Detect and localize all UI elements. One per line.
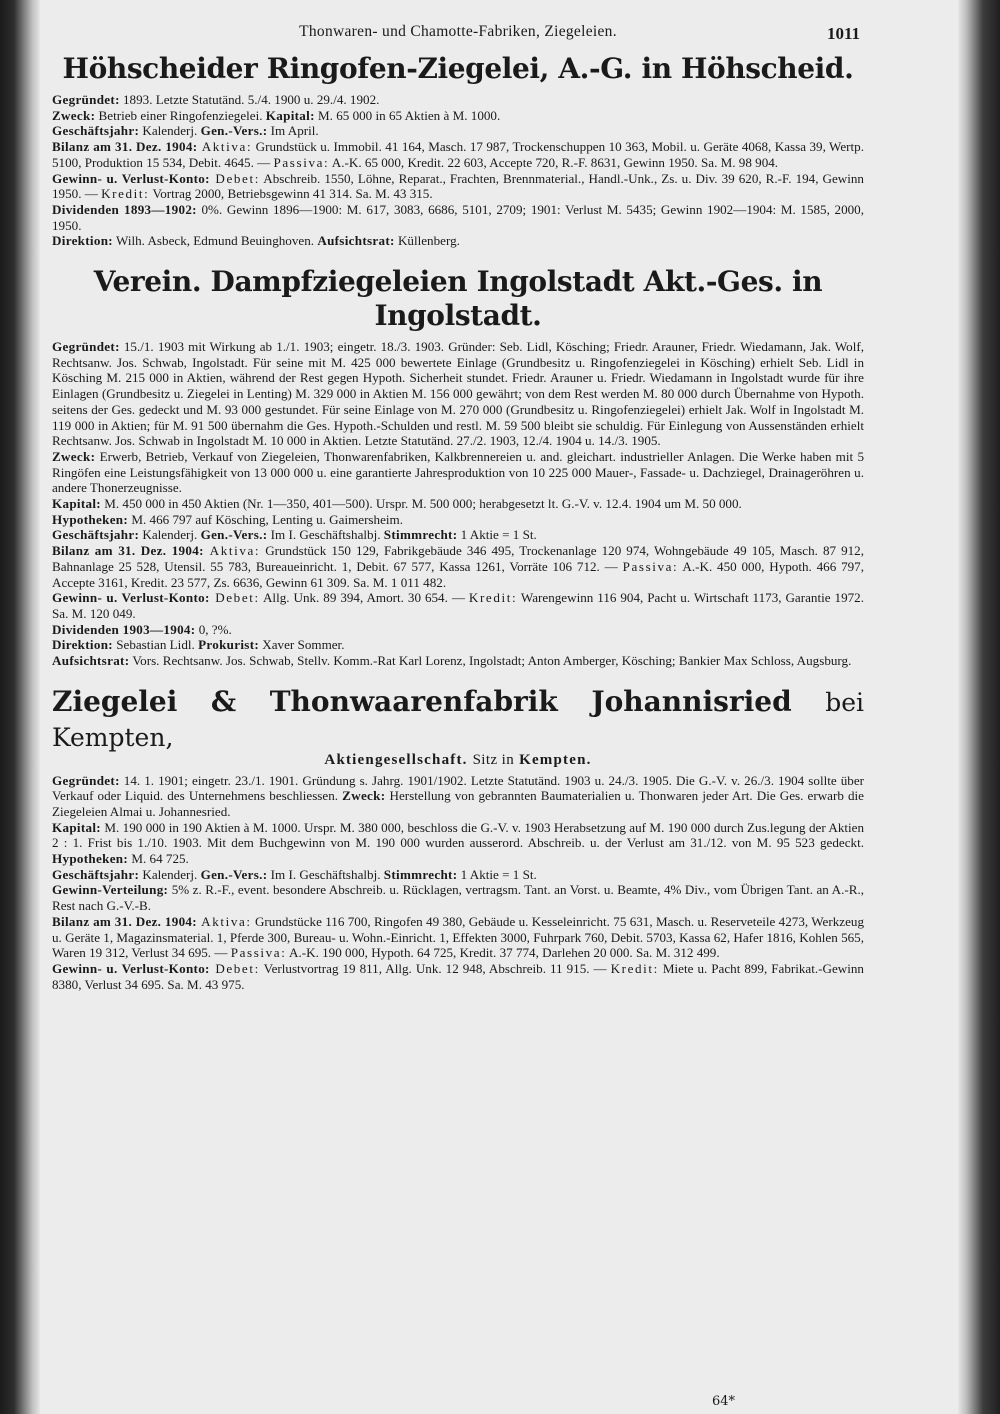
- field-text: Warengewinn 116 904, Pacht u. Wirtschaft 1173, Garantie 1972. Sa. M. 120 049.: [52, 590, 864, 621]
- field-label: Gen.-Vers.:: [200, 866, 268, 882]
- field-label: Kapital:: [265, 107, 315, 123]
- company-name: Höhscheider Ringofen-Ziegelei, A.-G. in Höhscheid.: [62, 52, 854, 85]
- field-text: M. 190 000 in 190 Aktien à M. 1000. Urspr. M. 380 000, beschloss die G.-V. v. 1903 Herabsetzung auf M. 190 000 durch Zus.legung der Aktien 2 : 1. Frist bis 1./10. 1903. Mit dem Buchgewinn von M. 190 000 wurden ausserord. Abschreib. u. der Verlust am 31./12. von M. 95 523 gedeckt.: [52, 819, 864, 851]
- field-text: M. 65 000 in 65 Aktien à M. 1000.: [314, 107, 501, 123]
- seat-city: Kempten.: [519, 751, 592, 768]
- page-number: 1011: [826, 24, 860, 43]
- ledger-side-label: Debet:: [209, 170, 260, 186]
- field-text: Herstellung von gebrannten Baumaterialien u. Thonwaren jeder Art. Die Ges. erwarb die Ziegeleien Almai u. Johannesried.: [52, 788, 864, 819]
- field-text: M. 64 725.: [128, 851, 189, 867]
- field-text: Im April.: [267, 123, 319, 139]
- field-text: Vortrag 2000, Betriebsgewinn 41 314. Sa. M. 43 315.: [149, 186, 433, 202]
- ledger-side-label: Passiva:: [622, 558, 679, 574]
- ledger-side-label: Passiva:: [230, 945, 287, 961]
- field-label: Bilanz am 31. Dez. 1904:: [52, 913, 197, 929]
- page-content: [52, 24, 864, 1008]
- field-text: Verlustvortrag 19 811, Allg. Unk. 12 948, Abschreib. 11 915. —: [259, 960, 611, 976]
- field-text: Grundstück 150 129, Fabrikgebäude 346 495, Trockenanlage 120 974, Wohngebäude 49 105, Masch. 87 912, Bahnanlage 25 528, Utensil. 55 783, Bureaueinricht. 1, Debit. 67 577, Kassa 1261, Vorräte 106 712. —: [52, 543, 864, 574]
- field-label: Kapital:: [52, 496, 101, 512]
- entry-body: [52, 773, 864, 993]
- ledger-side-label: Kredit:: [101, 186, 150, 202]
- entry-body: [52, 92, 864, 249]
- field-label: Geschäftsjahr:: [52, 527, 140, 543]
- entry-paragraph: [52, 171, 864, 202]
- field-label: Gen.-Vers.:: [200, 527, 268, 543]
- field-text: Vors. Rechtsanw. Jos. Schwab, Stellv. Komm.-Rat Karl Lorenz, Ingolstadt; Anton Amberger, Kösching; Bankier Max Schloss, Augsburg.: [129, 653, 852, 669]
- field-label: Gegründet:: [52, 772, 120, 788]
- field-text: 5% z. R.-F., event. besondere Abschreib. u. Rücklagen, vertragsm. Tant. an Vorst. u. Beamte, 4% Div., vom Übrigen Tant. an A.-R., Rest nach G.-V.-B.: [52, 882, 864, 914]
- field-text: 1 Aktie = 1 St.: [457, 866, 537, 882]
- entry-paragraph: [52, 653, 864, 669]
- company-legal-form: Aktiengesellschaft.: [324, 751, 468, 768]
- field-label: Geschäftsjahr:: [52, 123, 140, 139]
- ledger-side-label: Debet:: [209, 960, 260, 976]
- entry-paragraph: [52, 867, 864, 883]
- entry-paragraph: [52, 590, 864, 621]
- field-text: Grundstücke 116 700, Ringofen 49 380, Gebäude u. Kesseleinricht. 75 631, Masch. u. Reserveteile 4273, Werkzeug u. Geräte 1, Magazinsmaterial. 1, Pferde 300, Bureau- u. Wohn.-Einricht. 1, Effekten 3000, Fuhrpark 760, Debit. 5703, Kassa 62, Hafer 1816, Kohlen 565, Waren 19 312, Verlust 34 695. —: [52, 913, 864, 961]
- field-text: Erwerb, Betrieb, Verkauf von Ziegeleien, Thonwarenfabriken, Kalkbrennereien u. and. gleichart. industrieller Anlagen. Die Werke haben mit 5 Ringöfen eine Leistungsfähigkeit von 13 000 000 u. eine garantierte Jahresproduktion von 10 225 000 Mauer-, Fassade- u. Dachziegel, Drainageröhren u. andere Thonerzeugnisse.: [52, 448, 864, 496]
- field-label: Dividenden 1893—1902:: [52, 201, 197, 217]
- entry-paragraph: [52, 914, 864, 961]
- company-subtitle: [52, 753, 864, 769]
- field-text: Kalenderj.: [139, 527, 201, 543]
- ledger-side-label: Passiva:: [273, 154, 330, 170]
- field-label: Kapital:: [52, 819, 101, 835]
- entry-paragraph: [52, 123, 864, 139]
- company-entry-johannisried: [52, 685, 864, 993]
- field-text: A.-K. 65 000, Kredit. 22 603, Accepte 720, R.-F. 8631, Gewinn 1950. Sa. M. 98 904.: [329, 154, 779, 170]
- field-label: Hypotheken:: [52, 851, 129, 867]
- scan-right-edge: [958, 0, 1000, 1414]
- ledger-side-label: Aktiva:: [196, 913, 252, 929]
- entry-paragraph: [52, 773, 864, 820]
- entry-paragraph: [52, 882, 864, 913]
- field-label: Bilanz am 31. Dez. 1904:: [52, 139, 198, 155]
- entry-paragraph: [52, 527, 864, 543]
- ledger-side-label: Aktiva:: [203, 543, 261, 559]
- entry-body: [52, 339, 864, 669]
- scan-left-edge: [0, 0, 40, 1414]
- field-text: Im I. Geschäftshalbj.: [267, 866, 384, 882]
- field-text: Betrieb einer Ringofenziegelei.: [95, 107, 266, 123]
- entry-paragraph: [52, 202, 864, 233]
- field-text: 14. 1. 1901; eingetr. 23./1. 1901. Gründung s. Jahrg. 1901/1902. Letzte Statutänd. 1903 u. 24./3. 1905. Die G.-V. v. 26./3. 1904 sollte über Verkauf oder Liquid. des Unternehmens beschliessen.: [52, 772, 864, 804]
- field-label: Gegründet:: [52, 92, 120, 107]
- field-text: Grundstück u. Immobil. 41 164, Masch. 17 987, Trockenschuppen 10 363, Mobil. u. Geräte 4068, Kassa 39, Wertp. 5100, Produktion 15 534, Debit. 4645. —: [52, 139, 864, 170]
- entry-paragraph: [52, 92, 864, 108]
- ledger-side-label: Kredit:: [468, 590, 518, 606]
- entry-paragraph: [52, 339, 864, 449]
- field-text: M. 450 000 in 450 Aktien (Nr. 1—350, 401—500). Urspr. M. 500 000; herabgesetzt lt. G.-V. v. 12.4. 1904 um M. 50 000.: [100, 496, 742, 512]
- running-head: [52, 24, 864, 46]
- entry-paragraph: [52, 233, 864, 249]
- field-text: Wilh. Asbeck, Edmund Beuinghoven.: [112, 233, 318, 249]
- field-label: Direktion:: [52, 637, 113, 653]
- seat-label: Sitz in: [472, 751, 515, 768]
- company-entry-ingolstadt: [52, 265, 864, 669]
- field-label: Gegründet:: [52, 339, 120, 355]
- entry-paragraph: [52, 449, 864, 496]
- field-text: 15./1. 1903 mit Wirkung ab 1./1. 1903; eingetr. 18./3. 1903. Gründer: Seb. Lidl, Kösching; Friedr. Arauner, Friedr. Wiedamann, Jak. Wolf, Rechtsanw. Jos. Schwab, Ingolstadt. Für seine mit M. 425 000 bewertete Einlage (Grundbesitz u. Ringofenziegelei in Kösching) erhielt Seb. Lidl in Kösching M. 215 000 in Aktien, während der Rest gegen Hypoth. Sicherheit stundet. Friedr. Arauner u. Friedr. Wiedamann in Ingolstadt wurde für ihre Einlagen (Grundbesitz u. Ziegelei in Lenting) M. 329 000 in Aktien M. 156 000 gewährt; von dem Rest werden M. 80 000 durch Übernahme von Hypoth. seitens der Ges. gedeckt und M. 93 000 gestundet. Für seine Einlage von M. 270 000 (Grundbesitz u. Ringofenziegelei) erhielt Jak. Wolf in Ingolstadt M. 119 000 in Aktien; für M. 91 500 übernahm die Ges. Hypoth.-Schulden und restl. M. 59 500 bleibt sie schuldig. Für Einlegung von Aussenständen erhielt Rechtsanw. Jos. Schwab in Ingolstadt M. 10 000 in Aktien. Letzte Statutänd. 27./2. 1903, 12./4. 1904 u. 14./3. 1905.: [52, 339, 864, 449]
- entry-paragraph: [52, 496, 864, 512]
- field-text: 1893. Letzte Statutänd. 5./4. 1900 u. 29./4. 1902.: [119, 92, 380, 107]
- entry-paragraph: [52, 622, 864, 638]
- running-title: Thonwaren- und Chamotte-Fabriken, Ziegeleien.: [299, 23, 617, 40]
- field-label: Gewinn- u. Verlust-Konto:: [52, 960, 210, 976]
- field-label: Aufsichtsrat:: [317, 233, 395, 249]
- field-label: Gewinn- u. Verlust-Konto:: [52, 170, 210, 186]
- field-text: Miete u. Pacht 899, Fabrikat.-Gewinn 8380, Verlust 34 695. Sa. M. 43 975.: [52, 960, 864, 992]
- field-label: Bilanz am 31. Dez. 1904:: [52, 543, 204, 559]
- company-name-tail: bei Kempten,: [52, 687, 865, 752]
- entry-paragraph: [52, 139, 864, 170]
- field-text: 0%. Gewinn 1896—1900: M. 617, 3083, 6686, 5101, 2709; 1901: Verlust M. 5435; Gewinn 1902—1904: M. 1585, 2000, 1950.: [52, 201, 864, 233]
- field-text: Küllenberg.: [394, 233, 460, 249]
- company-entry-hoehscheid: [52, 52, 864, 249]
- field-label: Zweck:: [342, 788, 386, 804]
- field-text: Abschreib. 1550, Löhne, Reparat., Frachten, Brennmaterial., Handl.-Unk., Zs. u. Div. 39 620, R.-F. 194, Gewinn 1950. —: [52, 170, 864, 202]
- field-text: Sebastian Lidl.: [112, 637, 199, 653]
- field-label: Hypotheken:: [52, 511, 129, 527]
- field-text: Kalenderj.: [139, 123, 201, 139]
- field-label: Prokurist:: [198, 637, 260, 653]
- entry-paragraph: [52, 512, 864, 528]
- entry-paragraph: [52, 961, 864, 992]
- field-label: Dividenden 1903—1904:: [52, 621, 196, 637]
- company-name: Verein. Dampfziegeleien Ingolstadt Akt.-Ges. in Ingolstadt.: [93, 265, 823, 333]
- field-label: Stimmrecht:: [383, 866, 458, 882]
- ledger-side-label: Debet:: [209, 590, 260, 606]
- field-text: A.-K. 450 000, Hypoth. 466 797, Accepte 3161, Kredit. 23 577, Zs. 6636, Gewinn 61 309. Sa. M. 1 011 482.: [52, 558, 864, 590]
- entry-paragraph: [52, 820, 864, 867]
- field-label: Zweck:: [52, 448, 96, 464]
- field-label: Stimmrecht:: [383, 527, 458, 543]
- ledger-side-label: Kredit:: [610, 960, 659, 976]
- field-label: Direktion:: [52, 233, 113, 249]
- ledger-side-label: Aktiva:: [197, 139, 253, 155]
- field-text: M. 466 797 auf Kösching, Lenting u. Gaimersheim.: [128, 511, 403, 527]
- field-label: Gewinn- u. Verlust-Konto:: [52, 590, 210, 606]
- company-name: [52, 685, 864, 755]
- field-label: Geschäftsjahr:: [52, 866, 140, 882]
- entry-paragraph: [52, 543, 864, 590]
- field-text: A.-K. 190 000, Hypoth. 64 725, Kredit. 37 774, Darlehen 20 000. Sa. M. 312 499.: [286, 945, 720, 961]
- field-text: Kalenderj.: [139, 866, 201, 882]
- field-text: 1 Aktie = 1 St.: [457, 527, 537, 543]
- field-label: Gen.-Vers.:: [200, 123, 268, 139]
- field-label: Zweck:: [52, 107, 96, 123]
- company-name-main: Ziegelei & Thonwaarenfabrik Johannisried: [52, 684, 792, 718]
- entry-paragraph: [52, 108, 864, 124]
- printer-signature: 64*: [712, 1394, 736, 1409]
- field-text: Xaver Sommer.: [259, 637, 345, 653]
- field-label: Gewinn-Verteilung:: [52, 882, 169, 898]
- field-text: Im I. Geschäftshalbj.: [267, 527, 384, 543]
- field-text: 0, ?%.: [195, 621, 232, 637]
- field-label: Aufsichtsrat:: [52, 653, 130, 669]
- field-text: Allg. Unk. 89 394, Amort. 30 654. —: [259, 590, 469, 606]
- entry-paragraph: [52, 637, 864, 653]
